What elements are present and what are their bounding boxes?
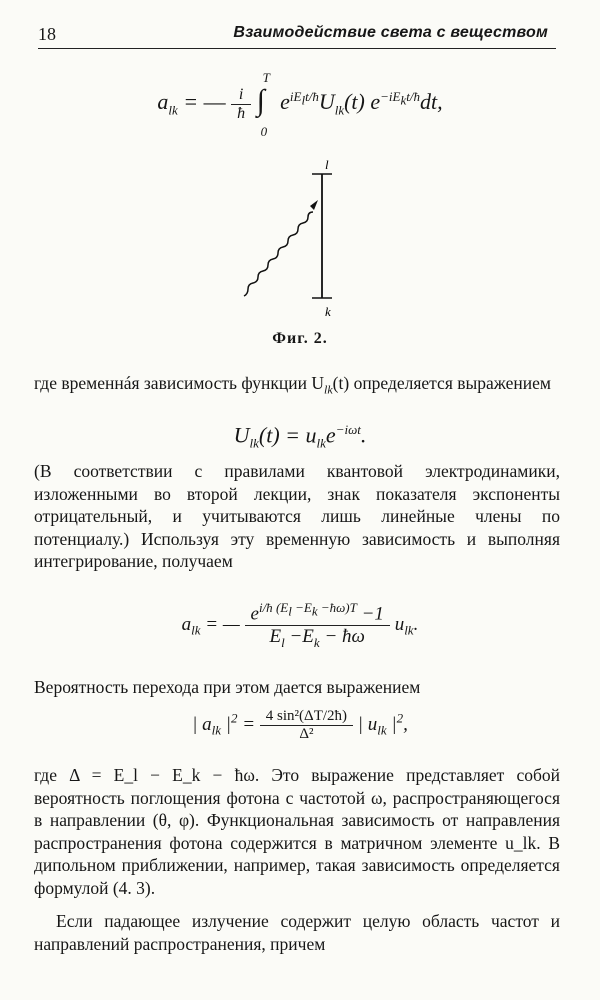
photon-wavy-line [244, 212, 313, 296]
photon-arrow [310, 200, 318, 210]
paragraph-4: где Δ = E_l − E_k − ħω. Это выражение представляет собой вероятность поглощения фотона с частотой ω, распространяющегося в направлении (θ, φ). Функциональная зависимость от направления распространения фотона содержится в матричном элементе u_lk. В дипольном приближении, например, такая зависимость определяется формулой (4. 3). [34, 765, 560, 898]
equation-4: | $a_{lk}$ $|^2$ = $\frac{\text{4 sin²(ΔT/2ħ)}}{\text{Δ²}}$ | $u_{lk}$ $|^2$, [192, 708, 408, 742]
running-title: Взаимодействие света с веществом [233, 24, 548, 41]
figure-caption: Фиг. 2. [272, 330, 328, 347]
label-k: k [325, 304, 331, 319]
equation-1: $a_{lk}$ = — $\frac{i}{ħ}$ T ∫ 0 $e^{iE_lt/ħ}U_{lk}(t)$ $e^{-iE_kt/ħ}dt$, [157, 70, 443, 139]
feynman-vertex-diagram [230, 160, 370, 330]
paragraph-1: где временнáя зависимость функции $U_{lk}(t)$ определяется выражением [34, 373, 551, 397]
paragraph-3: Вероятность перехода при этом дается выражением [34, 677, 421, 697]
equation-2: $U_{lk}(t) = u_{lk}e^{-i\omega t}$. [233, 422, 367, 451]
running-header [38, 22, 556, 49]
paragraph-2: (В соответствии с правилами квантовой электродинамики, изложенными во второй лекции, знак показателя экспоненты отрицательный, и учитываются лишь линейные члены по потенциалу.) Используя эту временную зависимость и выполняя интегрирование, получаем [34, 461, 560, 572]
page-number: 18 [38, 24, 56, 44]
equation-3: $a_{lk}$ = — $\frac{e^{i/ħ (E_l -E_k -ħ\omega)T} -1}{E_l -E_k - ħ\omega}$ $u_{lk}$. [181, 600, 419, 651]
paragraph-5: Если падающее излучение содержит целую область частот и направлений распространения, причем [34, 911, 560, 954]
diagram-svg [230, 160, 370, 330]
label-l: l [325, 160, 329, 172]
